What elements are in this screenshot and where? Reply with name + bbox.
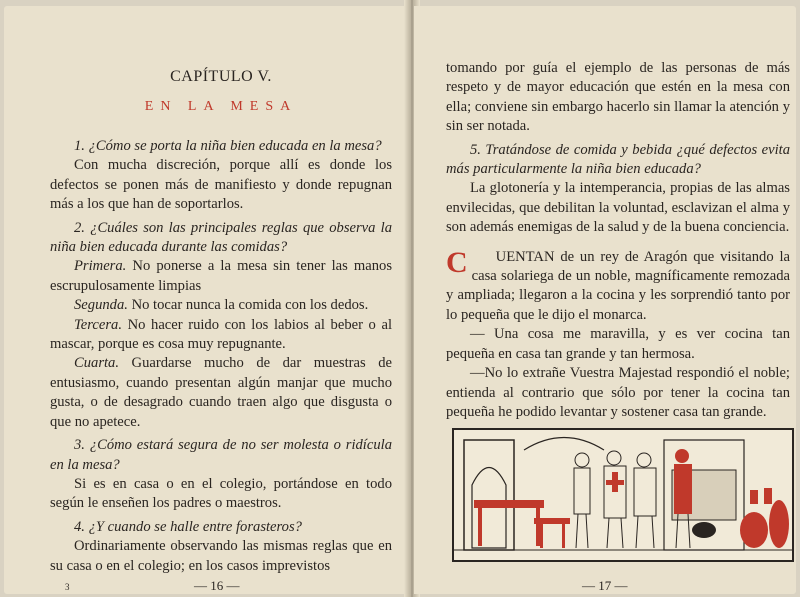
drop-cap: C <box>446 245 468 279</box>
signature-mark: 3 <box>65 582 70 592</box>
chapter-title: CAPÍTULO V. <box>170 68 272 85</box>
left-page-text <box>50 133 392 576</box>
right-page <box>414 6 796 594</box>
rule-text: No ponerse a la mesa sin tener las manos escrupulosamente limpias <box>50 258 392 294</box>
question-paragraph: 4. ¿Y cuando se halle entre forasteros? <box>74 518 302 535</box>
rule-text: No hacer ruido con los labios al beber o al mascar, porque es cosa muy repugnante. <box>50 316 392 353</box>
question-paragraph: 3. ¿Cómo estará segura de no ser molesta o ridícula en la mesa? <box>50 437 392 473</box>
right-page-text <box>446 59 790 422</box>
rule-text: Guardarse mucho de dar muestras de entusiasmo, cuando presentan algún manjar que mucho gusta, o de desagrado cuando traen algo que disgusta o que no apetece. <box>50 355 392 430</box>
answer-paragraph: Con mucha discreción, porque allí es donde los defectos se ponen más de manifiesto y donde repugnan más a los que han de soportarlos. <box>50 157 392 213</box>
page-number-left: — 16 — <box>194 578 240 593</box>
question-paragraph: 1. ¿Cómo se porta la niña bien educada en la mesa? <box>74 138 382 154</box>
story-paragraph: — Una cosa me maravilla, y es ver cocina tan pequeña en casa tan grande y tan hermosa. <box>446 326 790 362</box>
story-section <box>446 245 790 423</box>
story-paragraph: —No lo extrañe Vuestra Majestad respondió el noble; entienda al contrario que sólo por tener la cocina tan pequeña he podido levantar y sostener casa tan grande. <box>446 365 790 420</box>
left-page <box>4 6 410 594</box>
section-title: EN LA MESA <box>144 99 298 114</box>
continued-paragraph: tomando por guía el ejemplo de las personas de más respeto y de mayor educación que estén en la mesa con ella; conviene sin embargo hacerlo sin llamar la atención y sin ser notada. <box>446 60 790 135</box>
rule-paragraph <box>50 296 392 315</box>
rule-label: Cuarta. <box>74 355 120 372</box>
answer-paragraph: Ordinariamente observando las mismas reglas que en su casa o en el colegio; en los casos imprevistos <box>50 538 392 574</box>
page-number-right: — 17 — <box>582 578 628 593</box>
illustration-image <box>454 430 792 560</box>
answer-paragraph: La glotonería y la intemperancia, propias de las almas envilecidas, que debilitan la voluntad, esclavizan el alma y son además enemigas de la salud y de la buena conciencia. <box>446 180 790 236</box>
story-text: UENTAN de un rey de Aragón que visitando la casa solariega de un noble, magníficamente remozada y ampliada; llegaron a la cocina y les sorprendió tanto por lo pequeña que le dijo el monarca. <box>446 248 790 323</box>
rule-paragraph <box>50 257 392 296</box>
rule-label: Segunda. <box>74 297 128 314</box>
story-paragraph <box>446 245 790 326</box>
rule-label: Primera. <box>74 258 127 275</box>
rule-paragraph <box>50 354 392 432</box>
kitchen-illustration <box>452 428 794 562</box>
question-paragraph: 2. ¿Cuáles son las principales reglas que observa la niña bien educada durante las comidas? <box>50 219 392 256</box>
rule-text: No tocar nunca la comida con los dedos. <box>127 297 369 314</box>
question-paragraph: 5. Tratándose de comida y bebida ¿qué defectos evita más particularmente la niña bien educada? <box>446 141 790 178</box>
answer-paragraph: Si es en casa o en el colegio, portándose en todo según le enseñen los padres o maestros. <box>50 475 392 512</box>
rule-paragraph <box>50 316 392 355</box>
rule-label: Tercera. <box>74 316 122 333</box>
